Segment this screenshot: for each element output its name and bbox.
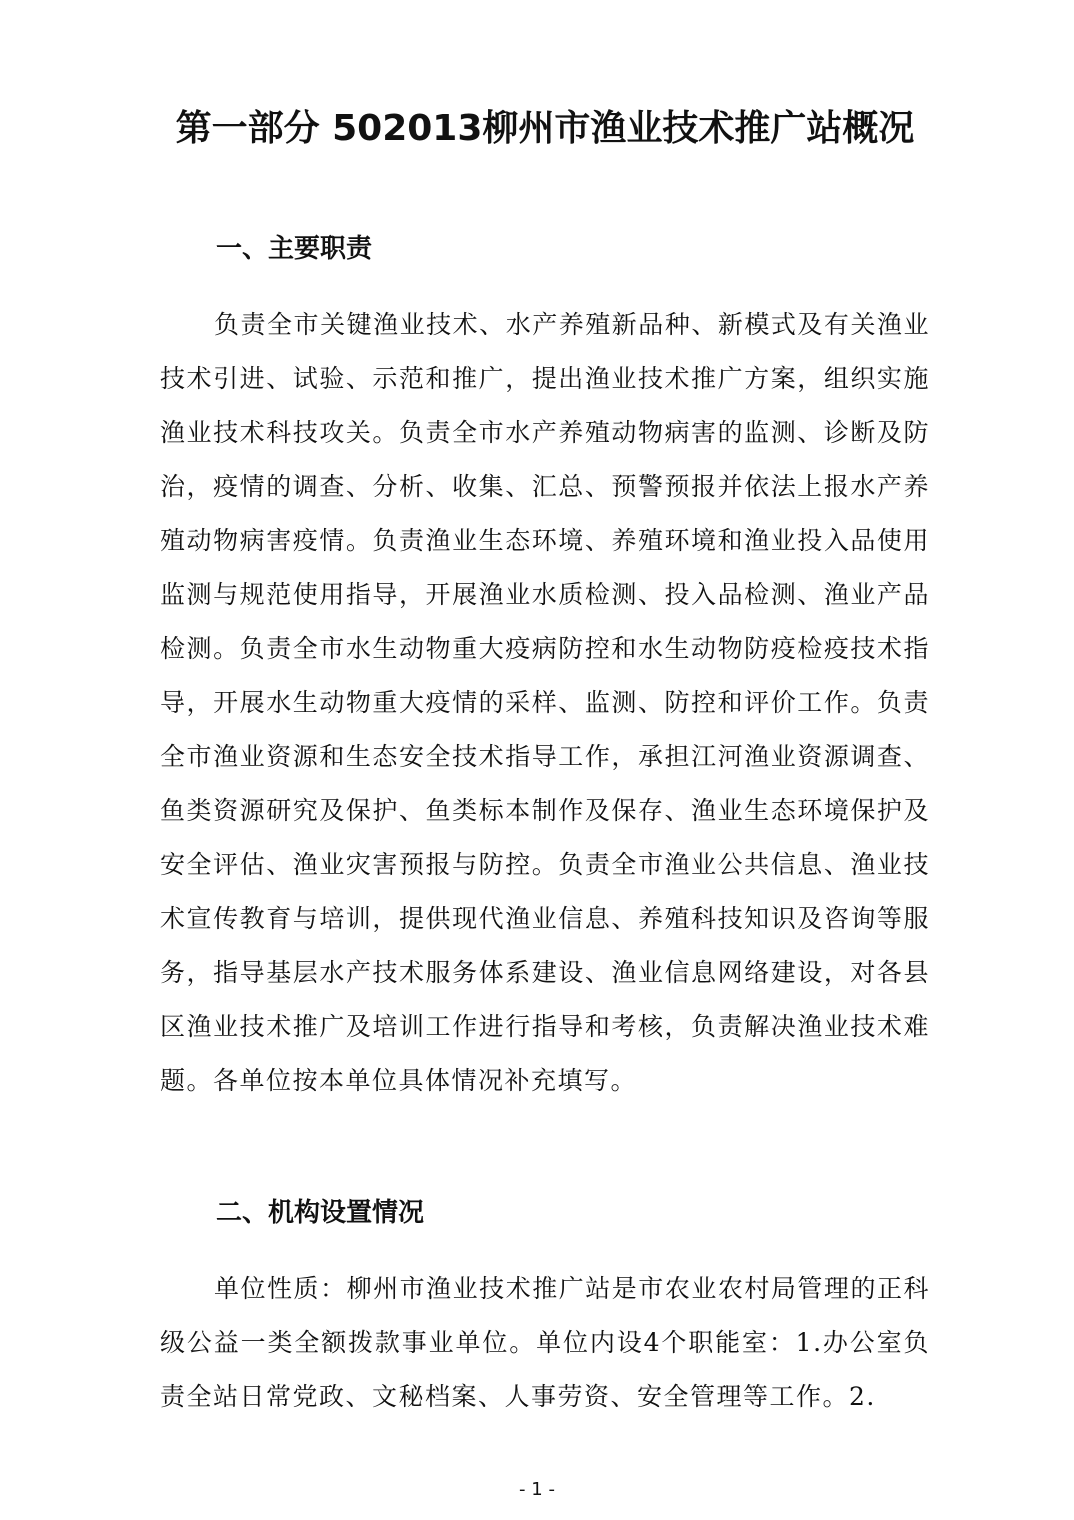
page-number: - 1 -	[519, 1479, 555, 1500]
section-paragraph-duties: 负责全市关键渔业技术、水产养殖新品种、新模式及有关渔业技术引进、试验、示范和推广，提出渔业技术推广方案，组织实施渔业技术科技攻关。负责全市水产养殖动物病害的监测、诊断及防治，疫情的调查、分析、收集、汇总、预警预报并依法上报水产养殖动物病害疫情。负责渔业生态环境、养殖环境和渔业投入品使用监测与规范使用指导，开展渔业水质检测、投入品检测、渔业产品检测。负责全市水生动物重大疫病防控和水生动物防疫检疫技术指导，开展水生动物重大疫情的采样、监测、防控和评价工作。负责全市渔业资源和生态安全技术指导工作，承担江河渔业资源调查、鱼类资源研究及保护、鱼类标本制作及保存、渔业生态环境保护及安全评估、渔业灾害预报与防控。负责全市渔业公共信息、渔业技术宣传教育与培训，提供现代渔业信息、养殖科技知识及咨询等服务，指导基层水产技术服务体系建设、渔业信息网络建设，对各县区渔业技术推广及培训工作进行指导和考核，负责解决渔业技术难题。各单位按本单位具体情况补充填写。	[160, 310, 930, 1095]
section-paragraph-organization: 单位性质：柳州市渔业技术推广站是市农业农村局管理的正科级公益一类全额拨款事业单位。单位内设4个职能室：1.办公室负责全站日常党政、文秘档案、人事劳资、安全管理等工作。2.	[160, 1274, 930, 1411]
section-heading-duties: 一、主要职责	[216, 234, 373, 264]
document-title: 第一部分 502013柳州市渔业技术推广站概况	[175, 108, 915, 149]
section-heading-organization: 二、机构设置情况	[216, 1198, 425, 1228]
